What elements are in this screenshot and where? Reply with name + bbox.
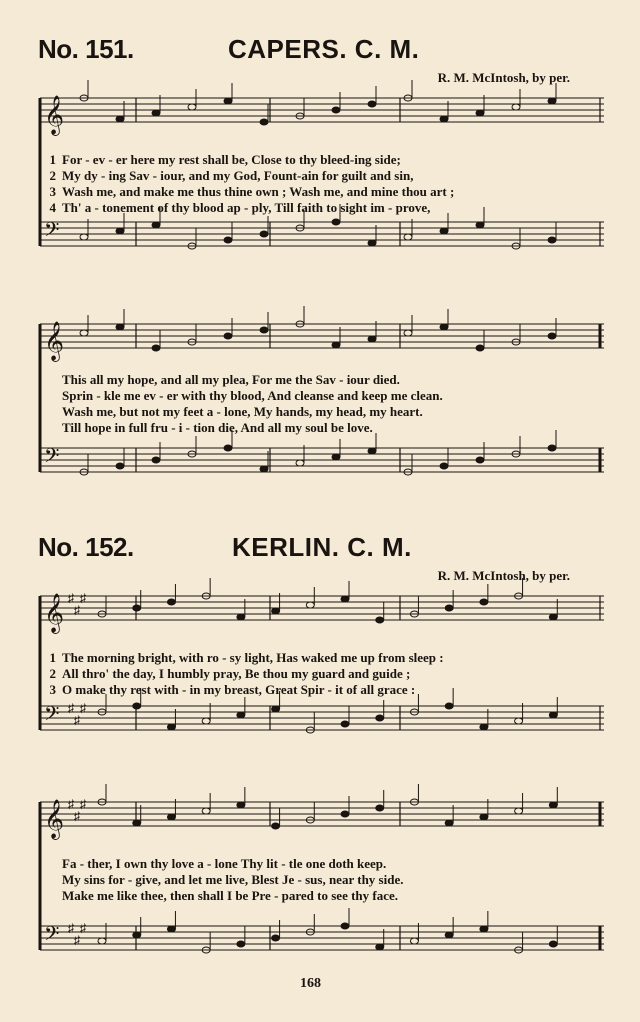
hymn-number: No. 151. (38, 34, 134, 64)
note-head (512, 104, 520, 110)
note-head (167, 814, 175, 820)
note-head (404, 330, 412, 336)
note-head (440, 116, 448, 122)
note-head (133, 703, 141, 709)
note-head (116, 228, 124, 234)
note-head (341, 596, 349, 602)
note-head (341, 721, 349, 727)
sharp-icon: ♯ (74, 809, 80, 823)
note-head (480, 599, 488, 605)
note-head (549, 802, 557, 808)
note-head (260, 231, 268, 237)
sharp-icon: ♯ (68, 591, 74, 605)
note-head (224, 445, 232, 451)
note-head (368, 240, 376, 246)
note-head (368, 101, 376, 107)
note-head (260, 327, 268, 333)
note-head (440, 228, 448, 234)
note-head (549, 712, 557, 718)
verse-line: 3 O make thy rest with - in my breast, Great Spir - it of all grace : (49, 682, 416, 697)
music-system (40, 86, 604, 270)
verse-line: Fa - ther, I own thy love a - lone Thy lit - tle one doth keep. (62, 856, 387, 871)
note-head (167, 926, 175, 932)
note-head (480, 724, 488, 730)
verse-line: This all my hope, and all my plea, For me the Sav - iour died. (62, 372, 400, 387)
sharp-icon: ♯ (68, 921, 74, 935)
note-head (152, 345, 160, 351)
verse-line: Wash me, but not my feet a - lone, My hands, my head, my heart. (62, 404, 423, 419)
verse-line: My sins for - give, and let me live, Blest Je - sus, near thy side. (62, 872, 404, 887)
verse-line: Sprin - kle me ev - er with thy blood, And cleanse and keep me clean. (62, 388, 443, 403)
note-head (80, 330, 88, 336)
hymn-title: CAPERS. C. M. (228, 34, 420, 64)
note-head (260, 119, 268, 125)
note-head (237, 614, 245, 620)
note-head (440, 463, 448, 469)
note-head (404, 234, 412, 240)
note-head (272, 823, 280, 829)
note-head (480, 926, 488, 932)
verse-line: 3 Wash me, and make me thus thine own ; Wash me, and mine thou art ; (49, 184, 455, 199)
note-head (548, 237, 556, 243)
sharp-icon: ♯ (74, 933, 80, 947)
hymn-number: No. 152. (38, 532, 134, 562)
sharp-icon: ♯ (68, 701, 74, 715)
note-head (272, 935, 280, 941)
verse-line: 2 My dy - ing Sav - iour, and my God, Fount-ain for guilt and sin, (49, 168, 414, 183)
verse-line: 1 The morning bright, with ro - sy light, Has waked me up from sleep : (49, 650, 444, 665)
note-head (445, 703, 453, 709)
note-head (167, 599, 175, 605)
note-head (480, 814, 488, 820)
note-head (224, 237, 232, 243)
verse-line: Make me like thee, then shall I be Pre - pared to see thy face. (62, 888, 399, 903)
note-head (548, 445, 556, 451)
verse-line: 4 Th' a - tonement of thy blood ap - ply, Till faith to sight im - prove, (49, 200, 431, 215)
sharp-icon: ♯ (74, 713, 80, 727)
note-head (515, 718, 523, 724)
note-head (272, 706, 280, 712)
music-system (40, 790, 604, 974)
note-head (440, 324, 448, 330)
composer-credit: R. M. McIntosh, by per. (437, 70, 570, 85)
note-head (152, 222, 160, 228)
note-head (260, 466, 268, 472)
note-head (476, 457, 484, 463)
note-head (296, 460, 304, 466)
bass-clef-icon: 𝄢 (44, 702, 60, 730)
note-head (376, 805, 384, 811)
hymn-header (0, 532, 640, 572)
note-head (368, 448, 376, 454)
treble-clef-icon: 𝄞 (44, 321, 65, 361)
music-system (40, 584, 604, 754)
note-head (237, 712, 245, 718)
note-head (476, 222, 484, 228)
sharp-icon: ♯ (80, 921, 86, 935)
note-head (476, 110, 484, 116)
note-head (133, 605, 141, 611)
note-head (332, 107, 340, 113)
note-head (376, 715, 384, 721)
note-head (341, 923, 349, 929)
note-head (549, 941, 557, 947)
note-head (476, 345, 484, 351)
note-head (152, 110, 160, 116)
bass-clef-icon: 𝄢 (44, 444, 60, 472)
note-head (202, 718, 210, 724)
note-head (515, 808, 523, 814)
note-head (332, 219, 340, 225)
note-head (133, 932, 141, 938)
note-head (376, 617, 384, 623)
sharp-icon: ♯ (80, 591, 86, 605)
note-head (152, 457, 160, 463)
treble-clef-icon: 𝄞 (44, 799, 65, 839)
note-head (548, 98, 556, 104)
note-head (167, 724, 175, 730)
note-head (272, 608, 280, 614)
note-head (368, 336, 376, 342)
note-head (224, 333, 232, 339)
note-head (445, 605, 453, 611)
verse-line: Till hope in full fru - i - tion die, And all my soul be love. (62, 420, 373, 435)
note-head (410, 938, 418, 944)
note-head (306, 602, 314, 608)
note-head (98, 938, 106, 944)
treble-clef-icon: 𝄞 (44, 593, 65, 633)
note-head (116, 463, 124, 469)
verse-line: 2 All thro' the day, I humbly pray, Be thou my guard and guide ; (49, 666, 411, 681)
note-head (202, 808, 210, 814)
composer-credit: R. M. McIntosh, by per. (437, 568, 570, 583)
hymn-header (0, 34, 640, 74)
note-head (116, 324, 124, 330)
note-head (188, 104, 196, 110)
sharp-icon: ♯ (80, 797, 86, 811)
note-head (237, 941, 245, 947)
note-head (445, 932, 453, 938)
note-head (332, 342, 340, 348)
note-head (80, 234, 88, 240)
sharp-icon: ♯ (74, 603, 80, 617)
note-head (549, 614, 557, 620)
bass-clef-icon: 𝄢 (44, 218, 60, 246)
note-head (133, 820, 141, 826)
note-head (332, 454, 340, 460)
treble-clef-icon: 𝄞 (44, 95, 65, 135)
sharp-icon: ♯ (80, 701, 86, 715)
note-head (548, 333, 556, 339)
sharp-icon: ♯ (68, 797, 74, 811)
page-number: 168 (300, 976, 321, 991)
hymn-title: KERLIN. C. M. (232, 532, 412, 562)
note-head (445, 820, 453, 826)
verse-line: 1 For - ev - er here my rest shall be, Close to thy bleed-ing side; (49, 152, 401, 167)
bass-clef-icon: 𝄢 (44, 922, 60, 950)
note-head (341, 811, 349, 817)
music-system (40, 312, 604, 496)
note-head (237, 802, 245, 808)
note-head (224, 98, 232, 104)
note-head (116, 116, 124, 122)
note-head (376, 944, 384, 950)
